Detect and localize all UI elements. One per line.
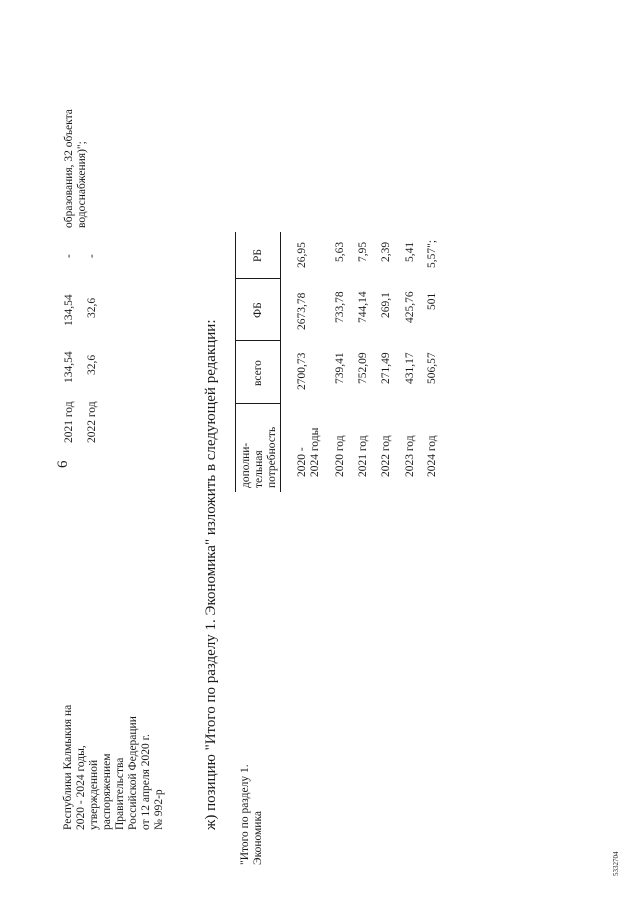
table-row-period: 2022 год xyxy=(380,435,392,477)
table-cell-fb: 733,78 xyxy=(334,291,346,323)
table-row-period: 2021 год xyxy=(357,435,369,477)
text-line: от 12 апреля 2020 г. xyxy=(140,734,152,830)
text-line: № 992-р xyxy=(153,789,165,830)
text-line: 2024 годы xyxy=(309,427,321,477)
text-line: Экономика xyxy=(252,811,264,865)
table-col-divider xyxy=(235,278,280,279)
top-row-year: 2022 год xyxy=(86,401,98,443)
table-col-divider xyxy=(235,403,280,404)
table-header-divider xyxy=(280,232,281,492)
table-row-period: 2023 год xyxy=(404,435,416,477)
table-cell-rb: 7,95 xyxy=(357,241,369,262)
table-cell-total: 739,41 xyxy=(334,352,346,384)
table-row-period xyxy=(296,428,322,477)
text-line: образования, 32 объекта xyxy=(63,109,75,228)
table-cell-total: 2700,73 xyxy=(296,352,308,390)
text-line: 2020 - 2024 годы, xyxy=(75,745,87,830)
table-cell-total: 752,09 xyxy=(357,352,369,384)
text-line: 2020 - xyxy=(296,447,308,477)
table-cell-rb: 5,57"; xyxy=(426,239,438,268)
table-cell-fb: 501 xyxy=(426,292,438,310)
table-cell-rb: 2,39 xyxy=(380,241,392,262)
top-row-dash: - xyxy=(63,254,75,258)
table-cell-fb: 425,76 xyxy=(404,291,416,323)
text-line: утвержденной xyxy=(88,759,100,830)
table-col-divider xyxy=(235,340,280,341)
top-row-year: 2021 год xyxy=(63,401,75,443)
top-row-value: 134,54 xyxy=(63,351,75,383)
text-line: потребность xyxy=(266,426,278,488)
table-header-need xyxy=(240,427,279,488)
section-label xyxy=(239,764,265,865)
table-cell-rb: 5,63 xyxy=(334,241,346,262)
top-row-dash: - xyxy=(86,254,98,258)
text-line: Российской Федерации xyxy=(127,716,139,830)
table-cell-total: 271,49 xyxy=(380,352,392,384)
text-line: "Итого по разделу 1. xyxy=(239,764,251,865)
instruction-text: ж) позицию "Итого по разделу 1. Экономика" изложить в следующей редакции: xyxy=(203,319,219,830)
document-id: 5332704 xyxy=(612,851,620,876)
table-cell-total: 431,17 xyxy=(404,352,416,384)
table-row-period: 2020 год xyxy=(334,435,346,477)
text-line: дополни- xyxy=(240,442,252,488)
text-line: Правительства xyxy=(114,757,126,830)
table-cell-fb: 2673,78 xyxy=(296,292,308,330)
top-right-text-block xyxy=(63,109,89,228)
text-line: Республики Калмыкия на xyxy=(62,704,74,830)
text-line: водоснабжения)"; xyxy=(76,141,88,228)
table-header-fb: ФБ xyxy=(252,302,264,318)
table-row-period: 2024 год xyxy=(426,435,438,477)
table-border-left xyxy=(235,232,236,492)
text-line: тельная xyxy=(253,450,265,488)
table-cell-total: 506,57 xyxy=(426,352,438,384)
table-cell-fb: 269,1 xyxy=(380,292,392,318)
table-cell-rb: 5,41 xyxy=(404,241,416,262)
table-header-total: всего xyxy=(252,360,264,386)
page-number: 6 xyxy=(55,460,71,468)
table-header-rb: РБ xyxy=(252,249,264,262)
top-row-value: 32,6 xyxy=(86,354,98,375)
top-left-text-block xyxy=(62,705,166,830)
top-row-value: 134,54 xyxy=(63,294,75,326)
table-cell-rb: 26,95 xyxy=(296,242,308,268)
text-line: распоряжением xyxy=(101,753,113,830)
top-row-value: 32,6 xyxy=(86,297,98,318)
table-cell-fb: 744,14 xyxy=(357,291,369,323)
